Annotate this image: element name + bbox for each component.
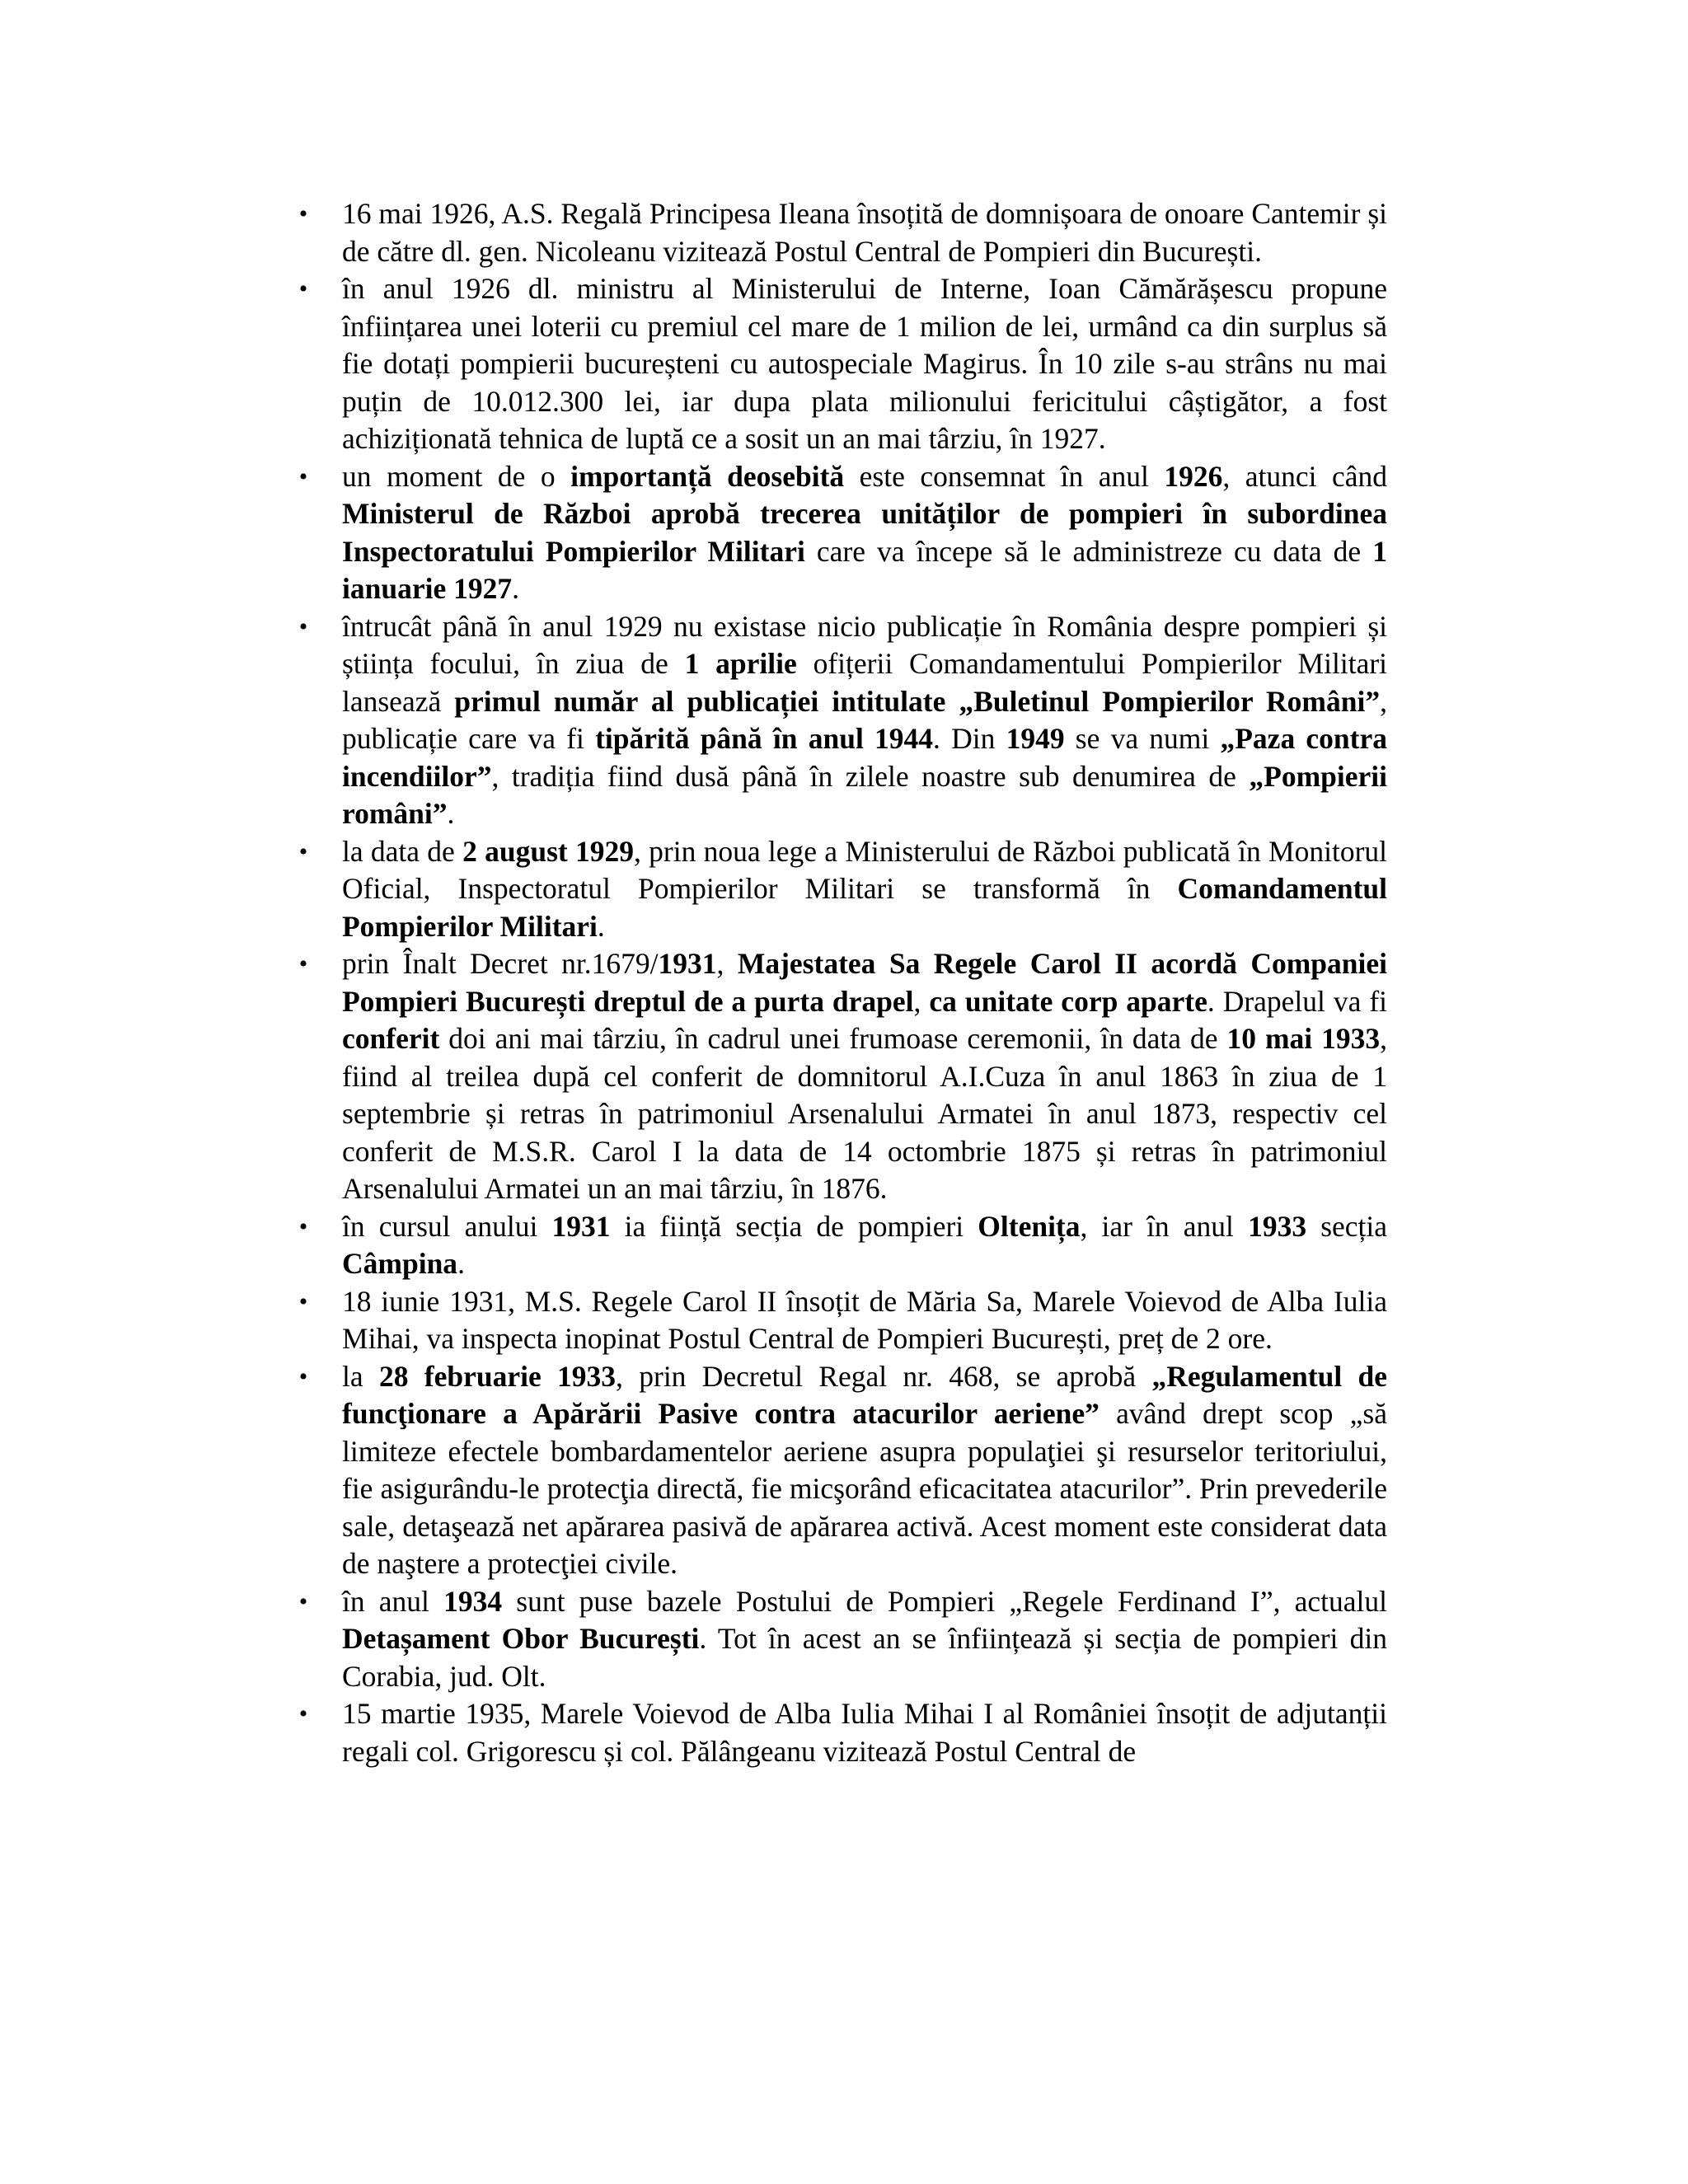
item-text: 16 mai 1926, A.S. Regală Principesa Ileana însoțită de domnișoara de onoare Cantemir și de către dl. gen. Nicoleanu vizitează Postul Central de Pompieri din București. <box>342 197 1387 268</box>
list-item <box>291 1283 1387 1358</box>
bullet-icon: • <box>298 1587 308 1615</box>
list-item <box>291 1208 1387 1283</box>
list-item <box>291 833 1387 946</box>
list-item <box>291 1583 1387 1696</box>
item-text: în anul 1934 sunt puse bazele Postului de Pompieri „Regele Ferdinand I”, actualul Detașament Obor București. Tot în acest an se înființează și secția de pompieri din Corabia, jud. Olt. <box>342 1584 1387 1693</box>
bullet-icon: • <box>298 612 308 640</box>
list-item <box>291 195 1387 270</box>
item-text: întrucât până în anul 1929 nu existase nicio publicație în România despre pompieri și știința focului, în ziua de 1 aprilie ofițerii Comandamentului Pompierilor Militari lansează primul număr al publicației intitulate „Buletinul Pompierilor Români”, publicație care va fi tipărită până în anul 1944. Din 1949 se va numi „Paza contra incendiilor”, tradiția fiind dusă până în zilele noastre sub denumirea de „Pompierii români”. <box>342 609 1388 830</box>
chronology-list <box>291 195 1387 1770</box>
bullet-icon: • <box>298 837 308 865</box>
bullet-icon: • <box>298 1362 308 1390</box>
list-item <box>291 945 1387 1208</box>
item-text: la data de 2 august 1929, prin noua lege a Ministerului de Război publicată în Monitorul Oficial, Inspectoratul Pompierilor Militari se transformă în Comandamentul Pompierilor Militari. <box>342 834 1387 943</box>
list-item <box>291 458 1387 608</box>
bullet-icon: • <box>298 462 308 490</box>
item-text: 15 martie 1935, Marele Voievod de Alba Iulia Mihai I al României însoțit de adjutanții regali col. Grigorescu și col. Pălângeanu vizitează Postul Central de <box>342 1697 1387 1768</box>
item-text: 18 iunie 1931, M.S. Regele Carol II însoțit de Măria Sa, Marele Voievod de Alba Iulia Mihai, va inspecta inopinat Postul Central de Pompieri București, preț de 2 ore. <box>342 1284 1387 1355</box>
item-text: un moment de o importanță deosebită este consemnat în anul 1926, atunci când Ministerul de Război aprobă trecerea unităților de pompieri în subordinea Inspectoratului Pompierilor Militari care va începe să le administreze cu data de 1 ianuarie 1927. <box>342 459 1387 605</box>
list-item <box>291 1358 1387 1583</box>
list-item <box>291 1695 1387 1770</box>
bullet-icon: • <box>298 950 308 977</box>
bullet-icon: • <box>298 1212 308 1240</box>
bullet-icon: • <box>298 1700 308 1727</box>
bullet-icon: • <box>298 275 308 302</box>
item-text: prin Înalt Decret nr.1679/1931, Majestatea Sa Regele Carol II acordă Companiei Pompieri București dreptul de a purta drapel, ca unitate corp aparte. Drapelul va fi conferit doi ani mai târziu, în cadrul unei frumoase ceremonii, în data de 10 mai 1933, fiind al treilea după cel conferit de domnitorul A.I.Cuza în anul 1863 în ziua de 1 septembrie și retras în patrimoniul Arsenalului Armatei în anul 1873, respectiv cel conferit de M.S.R. Carol I la data de 14 octombrie 1875 și retras în patrimoniul Arsenalului Armatei un an mai târziu, în 1876. <box>342 947 1388 1205</box>
bullet-icon: • <box>298 200 308 227</box>
item-text: în anul 1926 dl. ministru al Ministerului de Interne, Ioan Cămărășescu propune înființarea unei loterii cu premiul cel mare de 1 milion de lei, urmând ca din surplus să fie dotați pompierii bucureșteni cu autospeciale Magirus. În 10 zile s-au strâns nu mai puțin de 10.012.300 lei, iar dupa plata milionului fericitului câștigător, a fost achiziționată tehnica de luptă ce a sosit un an mai târziu, în 1927. <box>342 272 1387 455</box>
item-text: în cursul anului 1931 ia ființă secția de pompieri Oltenița, iar în anul 1933 secția Câmpina. <box>342 1209 1387 1280</box>
list-item <box>291 270 1387 458</box>
list-item <box>291 608 1387 833</box>
bullet-icon: • <box>298 1287 308 1315</box>
item-text: la 28 februarie 1933, prin Decretul Regal nr. 468, se aprobă „Regulamentul de funcţionare a Apărării Pasive contra atacurilor aeriene” având drept scop „să limiteze efectele bombardamentelor aeriene asupra populaţiei şi resurselor teritoriului, fie asigurându-le protecţia directă, fie micşorând eficacitatea atacurilor”. Prin prevederile sale, detaşează net apărarea pasivă de apărarea activă. Acest moment este considerat data de naştere a protecţiei civile. <box>342 1359 1388 1580</box>
